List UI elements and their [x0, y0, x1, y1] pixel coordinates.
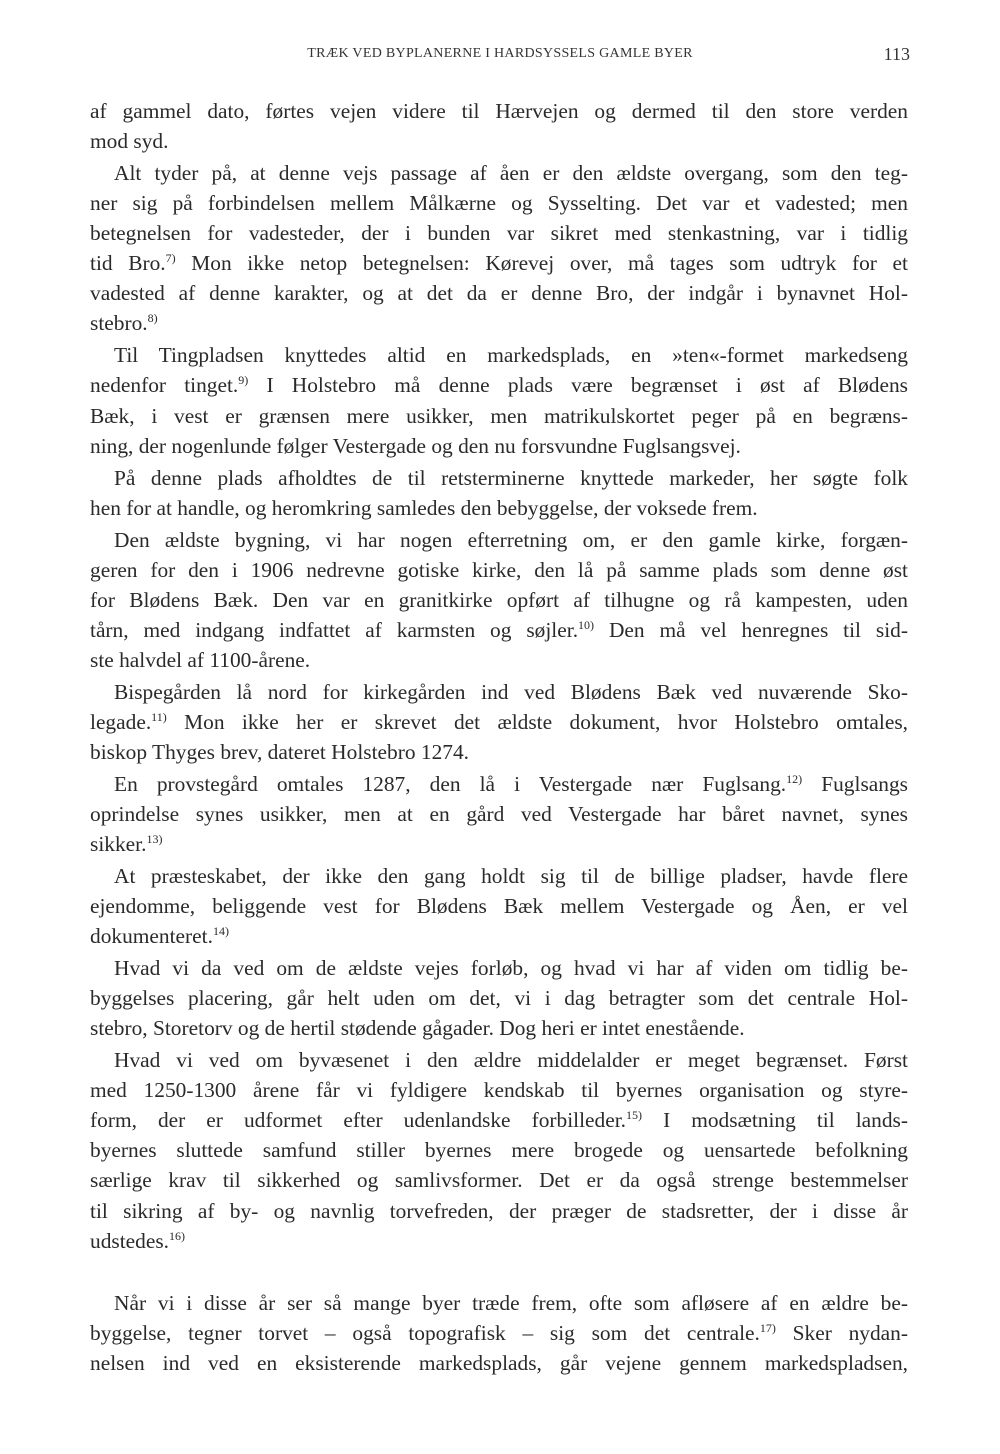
text-line: ste halvdel af 1100-årene.: [90, 647, 311, 672]
footnote-ref: 9): [238, 373, 249, 388]
text-line: Hvad vi da ved om de ældste vejes forløb, og hvad vi har af viden om tidlig be-: [114, 956, 908, 980]
section-break: [90, 1258, 908, 1288]
paragraph: [90, 1288, 908, 1378]
text-line: betegnelsen for vadesteder, der i bunden var sikret med stenkastning, var i tidlig: [90, 221, 908, 246]
body-text: [90, 96, 908, 1380]
page-number: 113: [883, 44, 910, 64]
footnote-ref: 12): [786, 771, 803, 786]
text-line: dokumenteret.$^{14)}$: [90, 924, 229, 949]
text-line: byggelse, tegner torvet – også topografisk – sig som det centrale.$^{17)}$ Sker nydan-: [90, 1320, 908, 1345]
text-line: ning, der nogenlunde følger Vestergade og den nu forsvundne Fuglsangsvej.: [90, 433, 741, 458]
text-line: af gammel dato, førtes vejen videre til Hærvejen og dermed til den store verden: [90, 99, 908, 123]
text-line: Hvad vi ved om byvæsenet i den ældre middelalder er meget begrænset. Først: [114, 1048, 908, 1073]
text-line: særlige krav til sikkerhed og samlivsformer. Det er da også strenge bestemmelser: [90, 1168, 908, 1193]
text-line: ejendomme, beliggende vest for Blødens Bæk mellem Vestergade og Åen, er vel: [90, 894, 908, 919]
text-line: Til Tingpladsen knyttedes altid en markedsplads, en »ten«-formet markedseng: [114, 343, 908, 368]
paragraph: [90, 1045, 908, 1256]
running-head: [90, 46, 910, 70]
paragraph: [90, 340, 908, 460]
text-line: form, der er udformet efter udenlandske forbilleder.$^{15)}$ I modsætning til lands-: [90, 1108, 908, 1133]
text-line: byernes sluttede samfund stiller byernes mere brogede og uensartede befolkning: [90, 1138, 908, 1163]
paragraph: [90, 525, 908, 675]
text-line: geren for den i 1906 nedrevne gotiske kirke, den lå på samme plads som denne øst: [90, 557, 908, 582]
text-line: Bæk, i vest er grænsen mere usikker, men matrikulskortet peger på en begræns-: [90, 403, 908, 428]
text-line: nelsen ind ved en eksisterende markedsplads, går vejene gennem markedspladsen,: [90, 1350, 908, 1375]
text-line: byggelses placering, går helt uden om det, vi i dag betragter som det centrale Hol-: [90, 986, 908, 1011]
text-line: udstedes.$^{16)}$: [90, 1228, 186, 1253]
text-line: sikker.$^{13)}$: [90, 832, 163, 857]
text-line: stebro.$^{8)}$: [90, 311, 158, 336]
paragraph: [90, 953, 908, 1043]
footnote-ref: 17): [759, 1320, 776, 1335]
text-line: På denne plads afholdtes de til retsterminerne knyttede markeder, her søgte folk: [114, 465, 908, 490]
text-line: tid Bro.$^{7)}$ Mon ikke netop betegnelsen: Kørevej over, må tages som udtryk for et: [90, 251, 908, 276]
paragraph: [90, 677, 908, 767]
text-line: legade.$^{11)}$ Mon ikke her er skrevet det ældste dokument, hvor Holstebro omtales,: [90, 709, 908, 734]
text-line: Alt tyder på, at denne vejs passage af åen er den ældste overgang, som den teg-: [114, 160, 908, 185]
footnote-ref: 15): [626, 1108, 643, 1123]
paragraph: [90, 96, 908, 156]
footnote-ref: 14): [212, 924, 229, 939]
footnote-ref: 10): [578, 617, 595, 632]
text-line: ner sig på forbindelsen mellem Målkærne og Sysselting. Det var et vadested; men: [90, 191, 908, 216]
footnote-ref: 13): [146, 832, 163, 847]
running-title: TRÆK VED BYPLANERNE I HARDSYSSELS GAMLE BYER: [307, 46, 693, 61]
text-line: stebro, Storetorv og de hertil stødende gågader. Dog heri er intet enestående.: [90, 1016, 745, 1041]
text-line: Bispegården lå nord for kirkegården ind ved Blødens Bæk ved nuværende Sko-: [114, 679, 908, 704]
footnote-ref: 11): [151, 709, 167, 724]
text-line: for Blødens Bæk. Den var en granitkirke opført af tilhugne og rå kampesten, uden: [90, 587, 908, 612]
footnote-ref: 7): [165, 251, 176, 266]
text-line: Når vi i disse år ser så mange byer træde frem, ofte som afløsere af en ældre be-: [114, 1290, 908, 1315]
text-line: til sikring af by- og navnlig torvefreden, der præger de stadsretter, der i disse år: [90, 1198, 908, 1223]
footnote-ref: 8): [147, 311, 158, 326]
text-line: Den ældste bygning, vi har nogen efterretning om, er den gamle kirke, forgæn-: [114, 527, 908, 552]
text-line: oprindelse synes usikker, men at en gård ved Vestergade har båret navnet, synes: [90, 801, 908, 826]
paragraph: [90, 463, 908, 523]
footnote-ref: 16): [169, 1228, 186, 1243]
text-line: En provstegård omtales 1287, den lå i Vestergade nær Fuglsang.$^{12)}$ Fuglsangs: [114, 771, 908, 796]
text-line: At præsteskabet, der ikke den gang holdt sig til de billige pladser, havde flere: [114, 863, 908, 888]
text-line: biskop Thyges brev, dateret Holstebro 1274.: [90, 739, 470, 764]
text-line: mod syd.: [90, 129, 169, 154]
text-line: tårn, med indgang indfattet af karmsten og søjler.$^{10)}$ Den må vel henregnes til sid-: [90, 617, 908, 642]
text-line: vadested af denne karakter, og at det da er denne Bro, der indgår i bynavnet Hol-: [90, 281, 908, 306]
paragraph: [90, 861, 908, 951]
text-line: hen for at handle, og heromkring samledes den bebyggelse, der voksede frem.: [90, 495, 758, 520]
paragraph: [90, 769, 908, 859]
text-line: med 1250-1300 årene får vi fyldigere kendskab til byernes organisation og styre-: [90, 1078, 908, 1103]
paragraph: [90, 158, 908, 339]
text-line: nedenfor tinget.$^{9)}$ I Holstebro må denne plads være begrænset i øst af Blødens: [90, 373, 908, 398]
